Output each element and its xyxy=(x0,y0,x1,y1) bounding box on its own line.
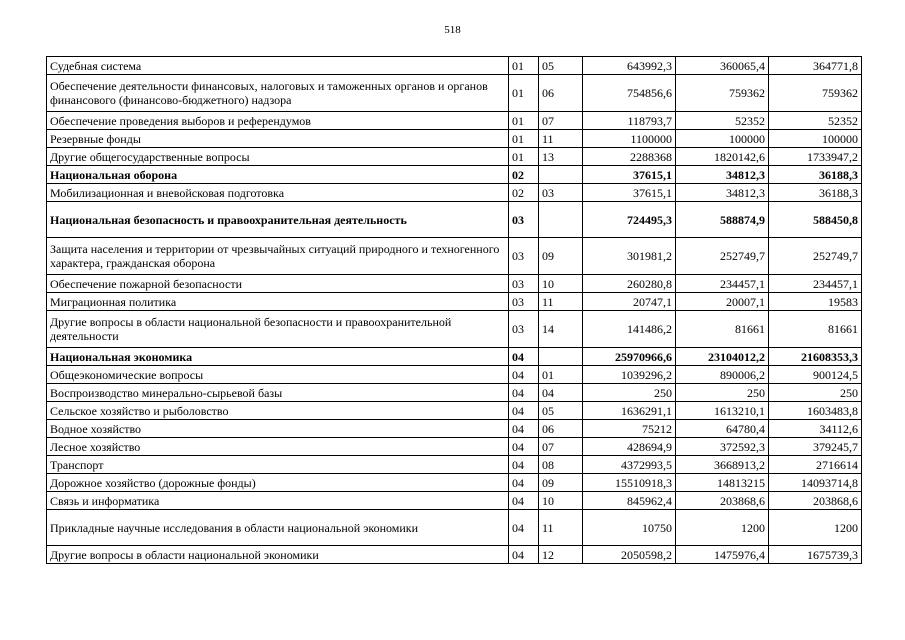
amount-2: 34812,3 xyxy=(676,184,769,202)
amount-3: 2716614 xyxy=(769,456,862,474)
section-code: 04 xyxy=(509,402,539,420)
amount-2: 81661 xyxy=(676,311,769,348)
amount-3: 14093714,8 xyxy=(769,474,862,492)
section-code: 04 xyxy=(509,546,539,564)
section-code: 04 xyxy=(509,438,539,456)
amount-3: 250 xyxy=(769,384,862,402)
amount-3: 1733947,2 xyxy=(769,148,862,166)
section-code: 04 xyxy=(509,492,539,510)
amount-2: 1613210,1 xyxy=(676,402,769,420)
subsection-code: 11 xyxy=(539,293,583,311)
row-name: Национальная безопасность и правоохранительная деятельность xyxy=(47,202,509,238)
table-row xyxy=(47,275,862,293)
amount-3: 81661 xyxy=(769,311,862,348)
table-row xyxy=(47,311,862,348)
amount-3: 234457,1 xyxy=(769,275,862,293)
subsection-code: 07 xyxy=(539,112,583,130)
table-row xyxy=(47,202,862,238)
table-row xyxy=(47,492,862,510)
amount-3: 21608353,3 xyxy=(769,348,862,366)
subsection-code: 12 xyxy=(539,546,583,564)
row-name: Национальная экономика xyxy=(47,348,509,366)
budget-table xyxy=(46,56,862,564)
subsection-code: 10 xyxy=(539,492,583,510)
amount-2: 234457,1 xyxy=(676,275,769,293)
subsection-code: 11 xyxy=(539,130,583,148)
row-name: Резервные фонды xyxy=(47,130,509,148)
amount-3: 759362 xyxy=(769,75,862,112)
subsection-code: 06 xyxy=(539,420,583,438)
amount-2: 52352 xyxy=(676,112,769,130)
amount-2: 372592,3 xyxy=(676,438,769,456)
section-code: 04 xyxy=(509,474,539,492)
amount-1: 75212 xyxy=(583,420,676,438)
amount-1: 37615,1 xyxy=(583,166,676,184)
amount-2: 252749,7 xyxy=(676,238,769,275)
section-code: 03 xyxy=(509,202,539,238)
table-body xyxy=(47,57,862,564)
table-row xyxy=(47,148,862,166)
table-row xyxy=(47,420,862,438)
section-code: 01 xyxy=(509,112,539,130)
amount-2: 14813215 xyxy=(676,474,769,492)
section-code: 01 xyxy=(509,148,539,166)
amount-3: 364771,8 xyxy=(769,57,862,75)
amount-1: 754856,6 xyxy=(583,75,676,112)
subsection-code: 05 xyxy=(539,57,583,75)
table-row xyxy=(47,348,862,366)
row-name: Миграционная политика xyxy=(47,293,509,311)
table-row xyxy=(47,402,862,420)
amount-1: 4372993,5 xyxy=(583,456,676,474)
amount-1: 118793,7 xyxy=(583,112,676,130)
row-name: Обеспечение деятельности финансовых, налоговых и таможенных органов и органов финансового (финансово-бюджетного) надзора xyxy=(47,75,509,112)
amount-1: 428694,9 xyxy=(583,438,676,456)
row-name: Воспроизводство минерально-сырьевой базы xyxy=(47,384,509,402)
section-code: 02 xyxy=(509,184,539,202)
amount-2: 890006,2 xyxy=(676,366,769,384)
section-code: 04 xyxy=(509,366,539,384)
row-name: Связь и информатика xyxy=(47,492,509,510)
table-row xyxy=(47,166,862,184)
table-row xyxy=(47,546,862,564)
table-row xyxy=(47,366,862,384)
amount-2: 20007,1 xyxy=(676,293,769,311)
row-name: Национальная оборона xyxy=(47,166,509,184)
subsection-code: 07 xyxy=(539,438,583,456)
table-row xyxy=(47,130,862,148)
amount-3: 100000 xyxy=(769,130,862,148)
row-name: Обеспечение проведения выборов и референдумов xyxy=(47,112,509,130)
section-code: 01 xyxy=(509,75,539,112)
amount-3: 203868,6 xyxy=(769,492,862,510)
subsection-code: 01 xyxy=(539,366,583,384)
amount-1: 37615,1 xyxy=(583,184,676,202)
amount-1: 141486,2 xyxy=(583,311,676,348)
amount-2: 23104012,2 xyxy=(676,348,769,366)
subsection-code xyxy=(539,166,583,184)
table-row xyxy=(47,112,862,130)
amount-3: 900124,5 xyxy=(769,366,862,384)
amount-2: 588874,9 xyxy=(676,202,769,238)
section-code: 04 xyxy=(509,384,539,402)
section-code: 01 xyxy=(509,57,539,75)
amount-1: 2050598,2 xyxy=(583,546,676,564)
amount-1: 643992,3 xyxy=(583,57,676,75)
amount-2: 1820142,6 xyxy=(676,148,769,166)
subsection-code: 03 xyxy=(539,184,583,202)
section-code: 02 xyxy=(509,166,539,184)
section-code: 04 xyxy=(509,420,539,438)
section-code: 04 xyxy=(509,510,539,546)
amount-2: 250 xyxy=(676,384,769,402)
amount-1: 2288368 xyxy=(583,148,676,166)
row-name: Обеспечение пожарной безопасности xyxy=(47,275,509,293)
amount-1: 10750 xyxy=(583,510,676,546)
section-code: 04 xyxy=(509,348,539,366)
table-row xyxy=(47,384,862,402)
amount-2: 3668913,2 xyxy=(676,456,769,474)
amount-3: 36188,3 xyxy=(769,166,862,184)
amount-3: 1200 xyxy=(769,510,862,546)
row-name: Мобилизационная и вневойсковая подготовка xyxy=(47,184,509,202)
subsection-code xyxy=(539,202,583,238)
row-name: Судебная система xyxy=(47,57,509,75)
row-name: Дорожное хозяйство (дорожные фонды) xyxy=(47,474,509,492)
row-name: Транспорт xyxy=(47,456,509,474)
amount-3: 379245,7 xyxy=(769,438,862,456)
amount-1: 845962,4 xyxy=(583,492,676,510)
subsection-code: 09 xyxy=(539,238,583,275)
amount-2: 1200 xyxy=(676,510,769,546)
subsection-code: 08 xyxy=(539,456,583,474)
section-code: 04 xyxy=(509,456,539,474)
subsection-code: 11 xyxy=(539,510,583,546)
subsection-code: 06 xyxy=(539,75,583,112)
subsection-code: 05 xyxy=(539,402,583,420)
amount-1: 1636291,1 xyxy=(583,402,676,420)
table-row xyxy=(47,438,862,456)
amount-1: 25970966,6 xyxy=(583,348,676,366)
row-name: Другие вопросы в области национальной безопасности и правоохранительной деятельности xyxy=(47,311,509,348)
subsection-code: 09 xyxy=(539,474,583,492)
amount-1: 20747,1 xyxy=(583,293,676,311)
row-name: Прикладные научные исследования в области национальной экономики xyxy=(47,510,509,546)
subsection-code: 10 xyxy=(539,275,583,293)
table-row xyxy=(47,293,862,311)
amount-3: 252749,7 xyxy=(769,238,862,275)
subsection-code xyxy=(539,348,583,366)
amount-2: 100000 xyxy=(676,130,769,148)
amount-1: 1039296,2 xyxy=(583,366,676,384)
amount-3: 36188,3 xyxy=(769,184,862,202)
table-row xyxy=(47,75,862,112)
table-row xyxy=(47,456,862,474)
amount-1: 250 xyxy=(583,384,676,402)
table-row xyxy=(47,57,862,75)
row-name: Другие общегосударственные вопросы xyxy=(47,148,509,166)
amount-2: 759362 xyxy=(676,75,769,112)
amount-1: 724495,3 xyxy=(583,202,676,238)
row-name: Лесное хозяйство xyxy=(47,438,509,456)
row-name: Другие вопросы в области национальной экономики xyxy=(47,546,509,564)
amount-3: 1603483,8 xyxy=(769,402,862,420)
amount-2: 1475976,4 xyxy=(676,546,769,564)
row-name: Защита населения и территории от чрезвычайных ситуаций природного и техногенного характера, гражданская оборона xyxy=(47,238,509,275)
amount-1: 1100000 xyxy=(583,130,676,148)
row-name: Общеэкономические вопросы xyxy=(47,366,509,384)
section-code: 01 xyxy=(509,130,539,148)
table-row xyxy=(47,510,862,546)
section-code: 03 xyxy=(509,293,539,311)
section-code: 03 xyxy=(509,238,539,275)
subsection-code: 04 xyxy=(539,384,583,402)
amount-2: 64780,4 xyxy=(676,420,769,438)
amount-2: 34812,3 xyxy=(676,166,769,184)
subsection-code: 14 xyxy=(539,311,583,348)
table-row xyxy=(47,238,862,275)
amount-3: 52352 xyxy=(769,112,862,130)
amount-3: 1675739,3 xyxy=(769,546,862,564)
amount-2: 203868,6 xyxy=(676,492,769,510)
section-code: 03 xyxy=(509,275,539,293)
subsection-code: 13 xyxy=(539,148,583,166)
amount-1: 260280,8 xyxy=(583,275,676,293)
section-code: 03 xyxy=(509,311,539,348)
amount-3: 19583 xyxy=(769,293,862,311)
page-number: 518 xyxy=(444,24,461,36)
amount-3: 588450,8 xyxy=(769,202,862,238)
amount-1: 301981,2 xyxy=(583,238,676,275)
table-row xyxy=(47,184,862,202)
row-name: Сельское хозяйство и рыболовство xyxy=(47,402,509,420)
amount-1: 15510918,3 xyxy=(583,474,676,492)
table-row xyxy=(47,474,862,492)
row-name: Водное хозяйство xyxy=(47,420,509,438)
amount-3: 34112,6 xyxy=(769,420,862,438)
amount-2: 360065,4 xyxy=(676,57,769,75)
